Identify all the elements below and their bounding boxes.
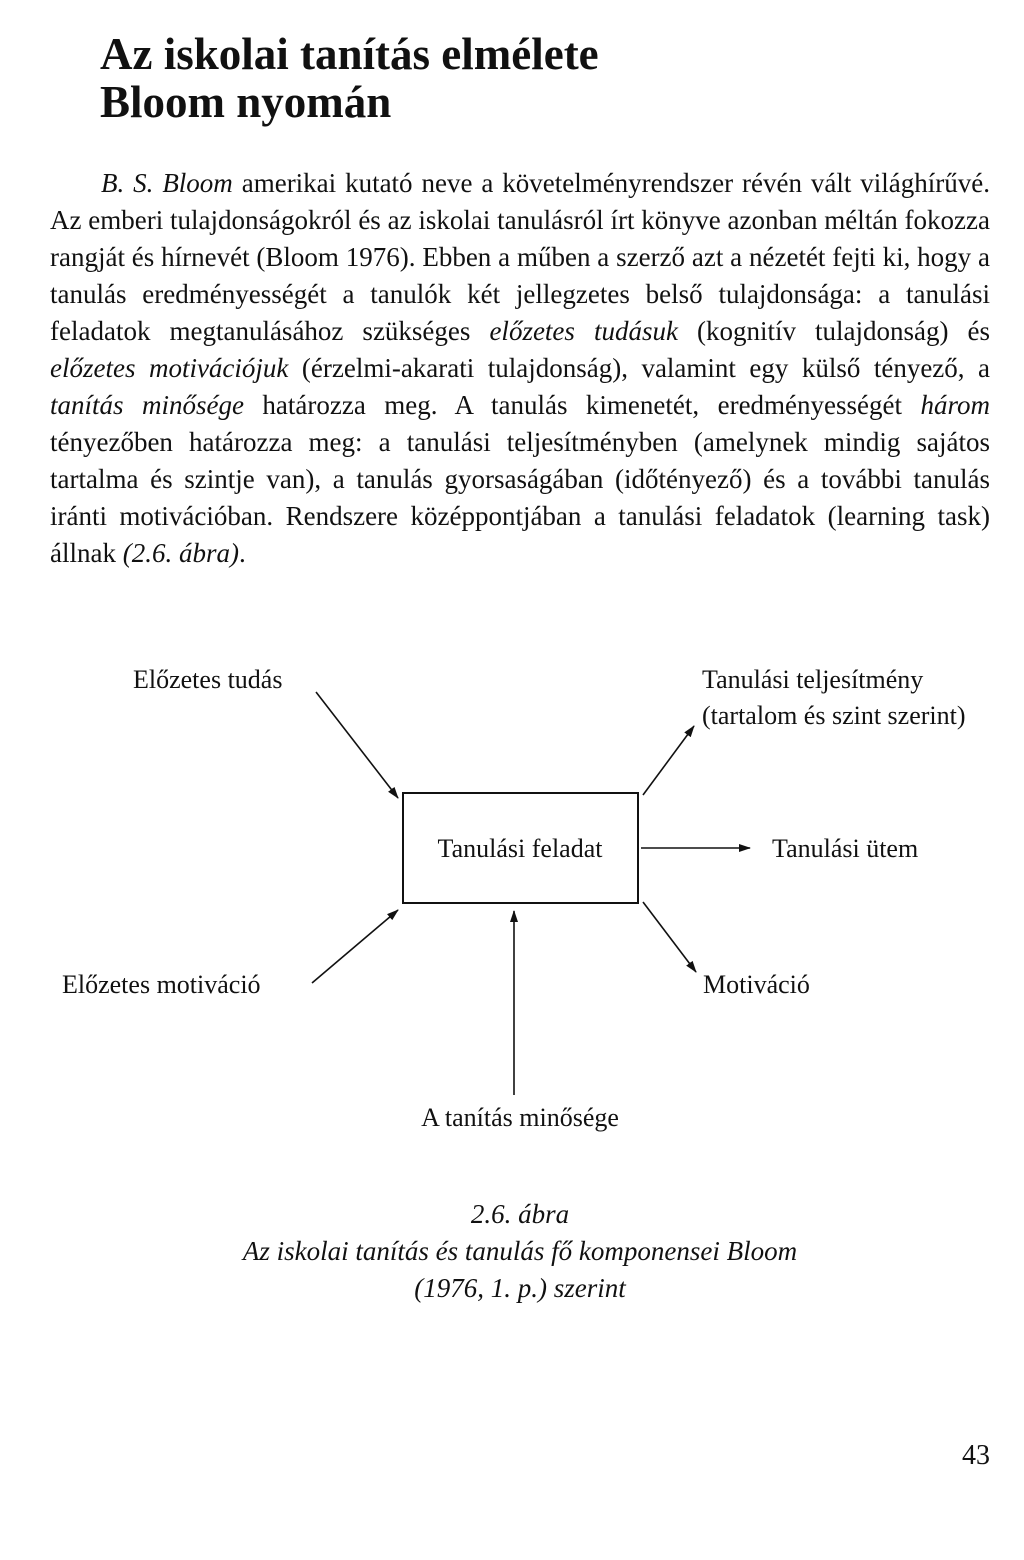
figure-caption bbox=[100, 1196, 940, 1307]
label-pace: Tanulási ütem bbox=[772, 834, 919, 863]
emphasis-prior-knowledge: előzetes tudásuk bbox=[489, 316, 678, 346]
emphasis-figure-ref: (2.6. ábra) bbox=[122, 538, 239, 568]
caption-line-1: Az iskolai tanítás és tanulás fő komponensei Bloom bbox=[242, 1236, 798, 1266]
caption-line-2: (1976, 1. p.) szerint bbox=[414, 1273, 626, 1303]
arrow-performance bbox=[643, 726, 694, 795]
chapter-title-line-2: Bloom nyomán bbox=[100, 77, 392, 127]
body-paragraph bbox=[50, 165, 990, 572]
author-name: Bloom bbox=[162, 168, 233, 198]
label-performance-line-2: (tartalom és szint szerint) bbox=[702, 701, 966, 730]
figure-number: 2.6. ábra bbox=[470, 1199, 570, 1229]
label-center-box: Tanulási feladat bbox=[437, 834, 603, 863]
emphasis-teaching-quality: tanítás minősége bbox=[50, 390, 244, 420]
body-text-1: amerikai kutató neve a követelményrendszer révén vált világhírűvé. Az emberi tulajdonságokról és az iskolai tanulásról írt könyve azonban méltán fokozza rangját és hírnevét (Bloom 1976). Ebben a műben a szerző azt a nézetét fejti ki, hogy a tanulás eredményességét a tanulók két jellegzetes belső tulajdonsága: a tanulási feladatok megtanulásához szükséges bbox=[50, 168, 990, 346]
emphasis-three: három bbox=[920, 390, 990, 420]
body-text-5: tényezőben határozza meg: a tanulási teljesítményben (amelynek mindig sajátos tartalma és szintje van), a tanulás gyorsaságában (időtényező) és a további tanulás iránti motivációban. Rendszere középpontjában a tanulási feladatok (learning task) állnak bbox=[50, 427, 990, 568]
body-text-6: . bbox=[238, 538, 246, 568]
author-initials: B. S. bbox=[101, 168, 154, 198]
label-teaching-quality: A tanítás minősége bbox=[421, 1103, 619, 1132]
body-text-4: határozza meg. A tanulás kimenetét, eredményességét bbox=[262, 390, 903, 420]
page-number: 43 bbox=[962, 1440, 990, 1471]
body-text-3: (érzelmi-akarati tulajdonság), valamint egy külső tényező, a bbox=[301, 353, 990, 383]
arrow-prior-knowledge bbox=[316, 692, 398, 798]
body-text-2: (kognitív tulajdonság) és bbox=[696, 316, 990, 346]
bloom-diagram bbox=[0, 640, 1024, 1160]
emphasis-prior-motivation: előzetes motivációjuk bbox=[50, 353, 289, 383]
label-motivation: Motiváció bbox=[703, 970, 810, 999]
label-prior-motivation: Előzetes motiváció bbox=[62, 970, 261, 999]
chapter-title bbox=[100, 30, 599, 126]
chapter-title-line-1: Az iskolai tanítás elmélete bbox=[100, 29, 599, 79]
label-performance-line-1: Tanulási teljesítmény bbox=[702, 665, 924, 694]
label-prior-knowledge: Előzetes tudás bbox=[133, 665, 283, 694]
arrow-prior-motivation bbox=[312, 910, 398, 983]
arrow-motivation bbox=[643, 902, 696, 972]
